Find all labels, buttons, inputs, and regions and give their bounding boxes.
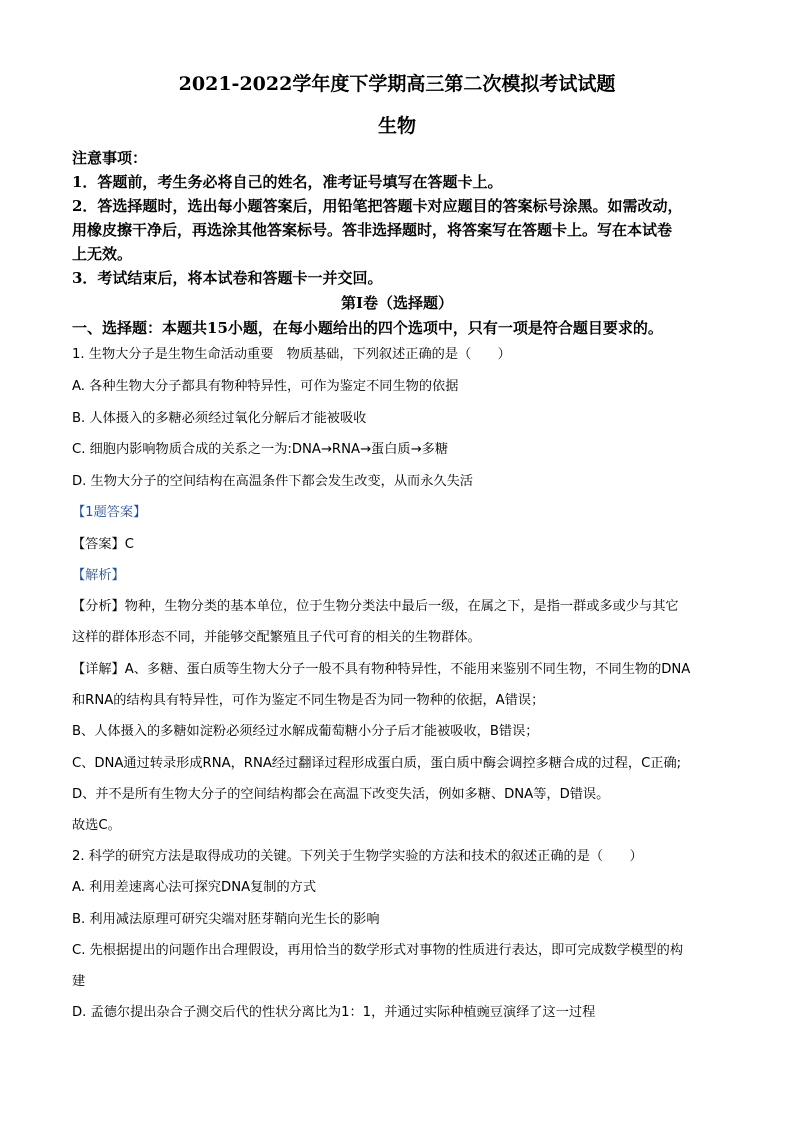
question-1-option-d: D. 生物大分子的空间结构在高温条件下都会发生改变，从而永久失活 <box>72 474 473 489</box>
question-1-answer-tag: 【1题答案】 <box>72 505 147 520</box>
notice-line: 上无效。 <box>72 245 133 263</box>
question-1-option-c: C. 细胞内影响物质合成的关系之一为:DNA→RNA→蛋白质→多糖 <box>72 442 449 457</box>
exam-title: 2021-2022学年度下学期高三第二次模拟考试试题 <box>178 73 616 95</box>
question-2-option-a: A. 利用差速离心法可探究DNA复制的方式 <box>72 880 317 895</box>
notice-heading: 注意事项： <box>72 149 148 167</box>
question-1-option-a: A. 各种生物大分子都具有物种特异性，可作为鉴定不同生物的依据 <box>72 379 459 394</box>
part-instruction: 一、选择题：本题共15小题，在每小题给出的四个选项中，只有一项是符合题目要求的。 <box>72 319 663 337</box>
question-2-option-d: D. 孟德尔提出杂合子测交后代的性状分离比为1：1，并通过实际种植豌豆演绎了这一过程 <box>72 1005 596 1020</box>
question-1-stem: 1. 生物大分子是生物生命活动重要 物质基础，下列叙述正确的是（ ） <box>72 347 511 362</box>
question-2-option-c: C. 先根据提出的问题作出合理假设，再用恰当的数学形式对事物的性质进行表达，即可完成数学模型的构 <box>72 943 684 958</box>
notice-line: 1．答题前，考生务必将自己的姓名，准考证号填写在答题卡上。 <box>72 173 503 191</box>
question-2-stem: 2. 科学的研究方法是取得成功的关键。下列关于生物学实验的方法和技术的叙述正确的是（ ） <box>72 849 643 864</box>
analysis-line: 故选C。 <box>72 818 121 833</box>
analysis-line: D、并不是所有生物大分子的空间结构都会在高温下改变失活，例如多糖、DNA等，D错误。 <box>72 787 610 802</box>
notice-line: 2．答选择题时，选出每小题答案后，用铅笔把答题卡对应题目的答案标号涂黑。如需改动， <box>72 197 683 215</box>
notice-line: 3．考试结束后，将本试卷和答题卡一并交回。 <box>72 269 383 287</box>
analysis-line: 【分析】物种，生物分类的基本单位，位于生物分类法中最后一级，在属之下，是指一群或多或少与其它 <box>72 599 679 614</box>
question-2-option-b: B. 利用减法原理可研究尖端对胚芽鞘向光生长的影响 <box>72 912 380 927</box>
question-1-answer: 【答案】C <box>72 537 134 552</box>
analysis-line: C、DNA通过转录形成RNA，RNA经过翻译过程形成蛋白质，蛋白质中酶会调控多糖合成的过程，C正确; <box>72 756 682 771</box>
analysis-line: 和RNA的结构具有特异性，可作为鉴定不同生物是否为同一物种的依据，A错误； <box>72 693 545 708</box>
question-1-analysis-tag: 【解析】 <box>72 568 125 583</box>
subject-title: 生物 <box>377 115 416 137</box>
analysis-line: 【详解】A、多糖、蛋白质等生物大分子一般不具有物种特异性，不能用来鉴别不同生物，不同生物的DNA <box>72 662 691 677</box>
question-2-option-c-continued: 建 <box>72 974 86 989</box>
analysis-line: 这样的群体形态不同，并能够交配繁殖且子代可育的相关的生物群体。 <box>72 630 481 645</box>
question-1-option-b: B. 人体摄入的多糖必须经过氧化分解后才能被吸收 <box>72 411 367 426</box>
notice-line: 用橡皮擦干净后，再选涂其他答案标号。答非选择题时，将答案写在答题卡上。写在本试卷 <box>72 221 673 239</box>
analysis-line: B、人体摄入的多糖如淀粉必须经过水解成葡萄糖小分子后才能被吸收，B错误； <box>72 724 539 739</box>
part-title: 第Ⅰ卷（选择题） <box>340 294 454 312</box>
